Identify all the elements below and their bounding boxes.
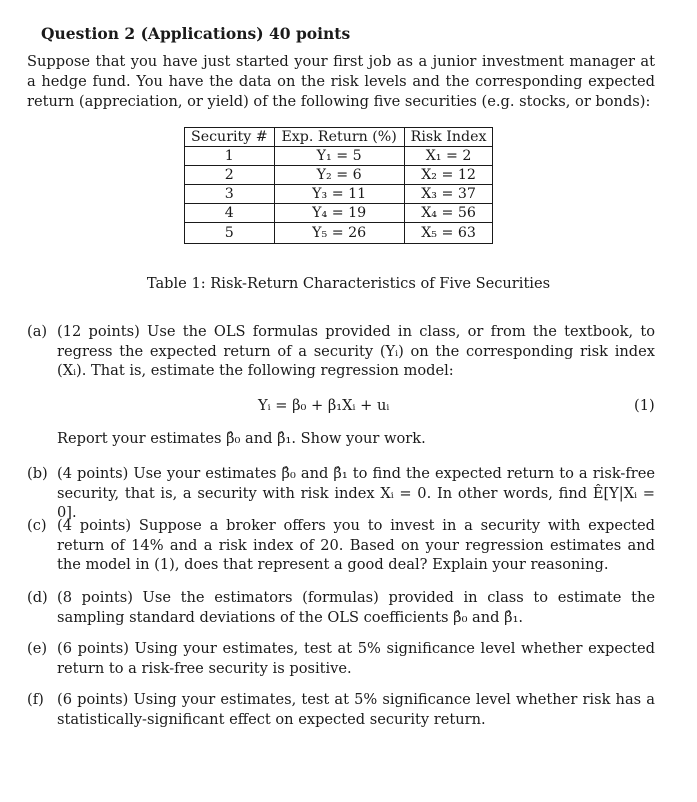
return-cell: Y₄ = 19 — [274, 204, 404, 223]
return-cell: Y₁ = 5 — [274, 147, 404, 166]
return-cell: Y₅ = 26 — [274, 223, 404, 244]
part-a-text: (12 points) Use the OLS formulas provided in class, or from the textbook, to regress the expected return of a security (Yᵢ) on the corresponding risk index (Xᵢ). That is, estimate the following regression model: — [57, 323, 655, 379]
risk-cell: X₄ = 56 — [404, 204, 493, 223]
part-d-label: (d) — [27, 589, 48, 606]
table-header-row — [185, 128, 493, 147]
part-b-text: (4 points) Use your estimates β̂₀ and β̂₁ to find the expected return to a risk-free security, that is, a security with risk index Xᵢ = 0. In other words, find Ê[Y|Xᵢ = 0]. — [57, 465, 655, 521]
return-cell: Y₂ = 6 — [274, 166, 404, 185]
part-e-text: (6 points) Using your estimates, test at 5% significance level whether expected return to a risk-free security is positive. — [57, 640, 655, 677]
security-cell: 2 — [185, 166, 275, 185]
question-intro: Suppose that you have just started your first job as a junior investment manager at a hedge fund. You have the data on the risk levels and the corresponding expected return (appreciation, or yield) of the following five securities (e.g. stocks, or bonds): — [27, 53, 655, 110]
part-e — [27, 639, 655, 678]
part-a-report: Report your estimates β̂₀ and β̂₁. Show your work. — [57, 430, 426, 447]
return-cell: Y₃ = 11 — [274, 185, 404, 204]
security-cell: 5 — [185, 223, 275, 244]
table-caption: Table 1: Risk-Return Characteristics of Five Securities — [146, 275, 551, 292]
part-a — [27, 322, 655, 381]
part-c-label: (c) — [27, 517, 47, 534]
risk-cell: X₁ = 2 — [404, 147, 493, 166]
security-cell: 1 — [185, 147, 275, 166]
risk-cell: X₂ = 12 — [404, 166, 493, 185]
header-exp-return: Exp. Return (%) — [274, 128, 404, 147]
part-e-label: (e) — [27, 640, 48, 657]
table-row — [185, 166, 493, 185]
header-security: Security # — [185, 128, 275, 147]
table-row — [185, 185, 493, 204]
equation-number: (1) — [634, 397, 655, 414]
table-row — [185, 204, 493, 223]
part-c-text: (4 points) Suppose a broker offers you to invest in a security with expected return of 14% and a risk index of 20. Based on your regression estimates and the model in (1), does that represent a good deal? Explain your reasoning. — [57, 517, 655, 573]
risk-cell: X₅ = 63 — [404, 223, 493, 244]
part-d — [27, 588, 655, 627]
part-b — [27, 464, 655, 523]
part-d-text: (8 points) Use the estimators (formulas) provided in class to estimate the sampling standard deviations of the OLS coefficients β̂₀ and β̂₁. — [57, 589, 655, 626]
part-b-label: (b) — [27, 465, 48, 482]
question-title: Question 2 (Applications) 40 points — [41, 24, 351, 43]
risk-return-table — [184, 127, 493, 244]
security-cell: 4 — [185, 204, 275, 223]
table-row — [185, 147, 493, 166]
risk-cell: X₃ = 37 — [404, 185, 493, 204]
part-f-label: (f) — [27, 691, 44, 708]
table-row — [185, 223, 493, 244]
part-a-label: (a) — [27, 323, 48, 340]
part-f — [27, 690, 655, 729]
part-c — [27, 516, 655, 575]
security-cell: 3 — [185, 185, 275, 204]
equation-expression: Yᵢ = β₀ + β₁Xᵢ + uᵢ — [258, 397, 390, 414]
part-f-text: (6 points) Using your estimates, test at 5% significance level whether risk has a statistically-significant effect on expected security return. — [57, 691, 655, 728]
header-risk-index: Risk Index — [404, 128, 493, 147]
